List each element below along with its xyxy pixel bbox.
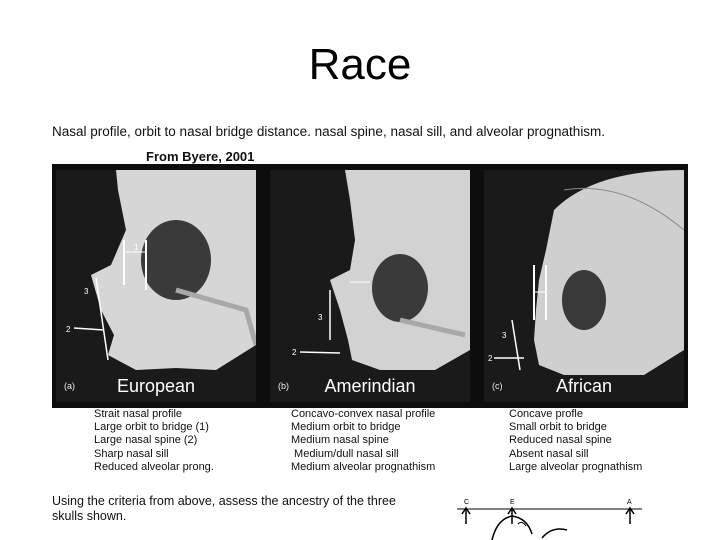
trait-item: Strait nasal profile bbox=[94, 408, 183, 420]
panel-european bbox=[56, 170, 256, 402]
instructions-line-1: Using the criteria from above, assess the ancestry of the three bbox=[52, 494, 396, 508]
svg-text:2: 2 bbox=[488, 354, 493, 363]
svg-text:3: 3 bbox=[84, 287, 89, 296]
trait-item: Medium/dull nasal sill bbox=[291, 447, 399, 460]
svg-text:3: 3 bbox=[502, 331, 507, 340]
european-traits-list bbox=[94, 408, 214, 474]
trait-item: Medium orbit to bridge bbox=[291, 421, 401, 434]
trait-item: Concave profle bbox=[509, 408, 583, 420]
panel-amerindian bbox=[270, 170, 470, 402]
panel-african bbox=[484, 170, 684, 402]
slide-title: Race bbox=[308, 40, 412, 89]
panel-name: Amerindian bbox=[324, 376, 416, 396]
svg-text:1: 1 bbox=[134, 243, 139, 252]
svg-text:2: 2 bbox=[292, 348, 297, 357]
trait-item: Large orbit to bridge (1) bbox=[94, 421, 209, 434]
african-traits-list bbox=[509, 408, 642, 474]
skull-profile-diagram bbox=[452, 494, 672, 540]
trait-item: Reduced alveolar prong. bbox=[94, 460, 214, 473]
european-skull-image bbox=[56, 170, 256, 402]
instructions-line-2: skulls shown. bbox=[52, 509, 127, 523]
diagram-label-a: A bbox=[627, 499, 632, 506]
panel-letter: (b) bbox=[278, 381, 289, 391]
trait-item: Medium nasal spine bbox=[291, 434, 389, 447]
instructions-text bbox=[52, 494, 396, 524]
amerindian-traits-list bbox=[291, 408, 435, 474]
trait-item: Sharp nasal sill bbox=[94, 447, 169, 460]
diagram-label-c: C bbox=[464, 499, 470, 506]
trait-item: Large alveolar prognathism bbox=[509, 460, 643, 473]
svg-text:2: 2 bbox=[66, 325, 71, 334]
amerindian-skull-image bbox=[270, 170, 470, 402]
trait-item: Concavo-convex nasal profile bbox=[291, 408, 436, 420]
panel-letter: (a) bbox=[64, 381, 75, 391]
figure-source: From Byere, 2001 bbox=[146, 149, 255, 164]
skull-figure bbox=[52, 164, 688, 408]
trait-item: Reduced nasal spine bbox=[509, 434, 612, 447]
panel-name: African bbox=[555, 376, 613, 396]
trait-item: Medium alveolar prognathism bbox=[291, 460, 436, 473]
trait-item: Small orbit to bridge bbox=[509, 421, 607, 434]
trait-item: Absent nasal sill bbox=[509, 447, 589, 460]
panel-name: European bbox=[116, 376, 196, 396]
svg-text:3: 3 bbox=[318, 313, 323, 322]
figure-caption: Nasal profile, orbit to nasal bridge distance. nasal spine, nasal sill, and alveolar prognathism. bbox=[52, 124, 606, 139]
panel-letter: (c) bbox=[492, 381, 503, 391]
african-skull-image bbox=[484, 170, 684, 402]
trait-item: Large nasal spine (2) bbox=[94, 434, 198, 447]
diagram-label-e: E bbox=[510, 499, 515, 506]
